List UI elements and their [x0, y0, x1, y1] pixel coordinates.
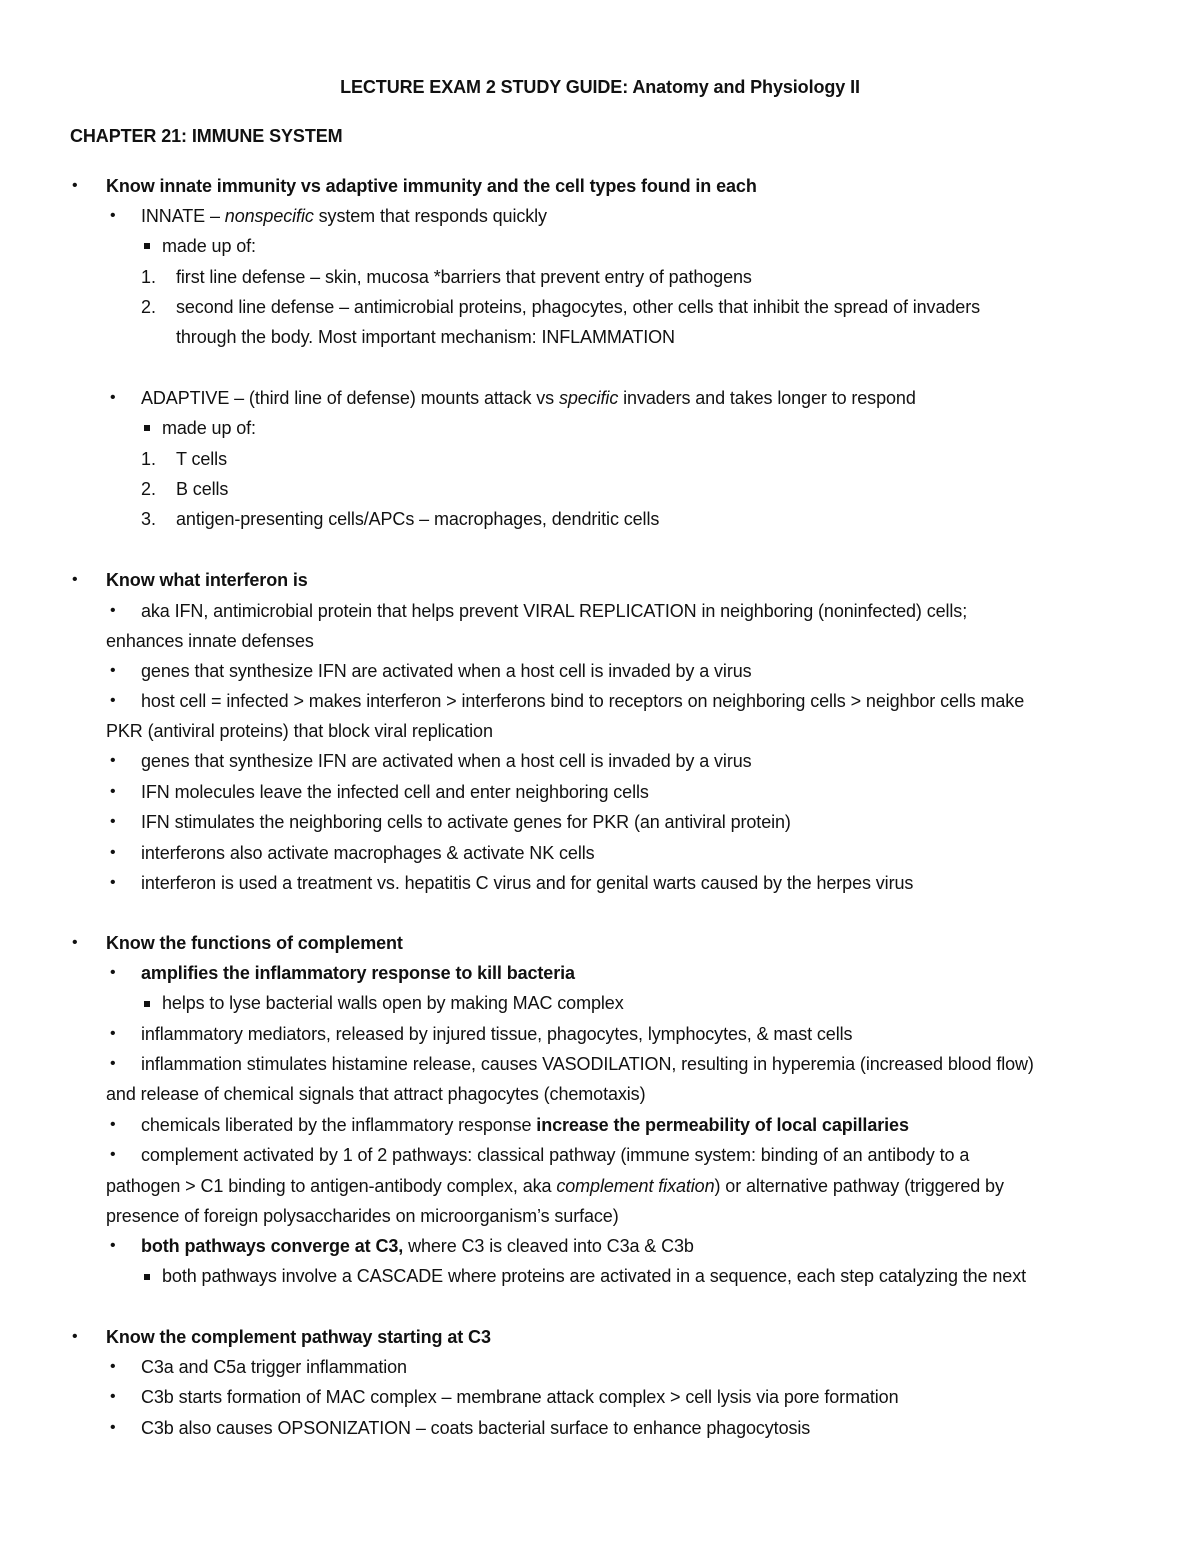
bullet-icon: •	[110, 1388, 116, 1405]
pathway-item-2: C3b starts formation of MAC complex – membrane attack complex > cell lysis via pore formation	[141, 1387, 899, 1407]
chapter-heading: CHAPTER 21: IMMUNE SYSTEM	[70, 126, 343, 146]
complement-item-5: complement activated by 1 of 2 pathways: classical pathway (immune system: binding of an antibody to a	[141, 1145, 970, 1165]
bullet-icon: •	[110, 964, 116, 981]
innate-line: INNATE – nonspecific system that responds quickly	[141, 206, 547, 226]
adaptive-item-3: antigen-presenting cells/APCs – macrophages, dendritic cells	[176, 509, 660, 529]
list-number: 3.	[141, 509, 157, 529]
bullet-icon: •	[110, 602, 116, 619]
list-number: 2.	[141, 297, 157, 317]
interferon-item-8: interferon is used a treatment vs. hepatitis C virus and for genital warts caused by the herpes virus	[141, 873, 914, 893]
bullet-icon: •	[110, 783, 116, 800]
bullet-icon: •	[110, 692, 116, 709]
bullet-icon: •	[110, 752, 116, 769]
bullet-icon: •	[110, 1419, 116, 1436]
bullet-icon: •	[72, 1328, 78, 1345]
square-bullet-icon	[144, 425, 150, 431]
complement-item-5-cont: pathogen > C1 binding to antigen-antibody complex, aka complement fixation) or alternative pathway (triggered by	[106, 1176, 1004, 1196]
complement-item-6-sub: both pathways involve a CASCADE where proteins are activated in a sequence, each step catalyzing the next	[162, 1266, 1027, 1286]
bullet-icon: •	[110, 1116, 116, 1133]
section-heading-immunity: Know innate immunity vs adaptive immunity and the cell types found in each	[106, 176, 757, 196]
list-number: 1.	[141, 449, 157, 469]
interferon-item-7: interferons also activate macrophages & activate NK cells	[141, 843, 595, 863]
adaptive-made-up-of: made up of:	[162, 418, 256, 438]
bullet-icon: •	[110, 813, 116, 830]
section-heading-interferon: Know what interferon is	[106, 570, 308, 590]
complement-item-4: chemicals liberated by the inflammatory response increase the permeability of local capillaries	[141, 1115, 909, 1135]
bullet-icon: •	[110, 1025, 116, 1042]
innate-item-1: first line defense – skin, mucosa *barriers that prevent entry of pathogens	[176, 267, 752, 287]
bullet-icon: •	[72, 177, 78, 194]
bullet-icon: •	[110, 1358, 116, 1375]
interferon-item-3-cont: PKR (antiviral proteins) that block viral replication	[106, 721, 493, 741]
bullet-icon: •	[110, 389, 116, 406]
interferon-item-1-cont: enhances innate defenses	[106, 631, 314, 651]
bullet-icon: •	[110, 874, 116, 891]
interferon-item-3: host cell = infected > makes interferon > interferons bind to receptors on neighboring cells > neighbor cells make	[141, 691, 1025, 711]
complement-item-1-sub: helps to lyse bacterial walls open by making MAC complex	[162, 993, 624, 1013]
bullet-icon: •	[110, 1055, 116, 1072]
innate-item-2: second line defense – antimicrobial proteins, phagocytes, other cells that inhibit the spread of invaders	[176, 297, 980, 317]
complement-item-6: both pathways converge at C3, where C3 is cleaved into C3a & C3b	[141, 1236, 694, 1256]
interferon-item-4: genes that synthesize IFN are activated when a host cell is invaded by a virus	[141, 751, 752, 771]
interferon-item-2: genes that synthesize IFN are activated when a host cell is invaded by a virus	[141, 661, 752, 681]
list-number: 2.	[141, 479, 157, 499]
complement-item-5-cont2: presence of foreign polysaccharides on microorganism’s surface)	[106, 1206, 619, 1226]
bullet-icon: •	[72, 571, 78, 588]
complement-item-1: amplifies the inflammatory response to kill bacteria	[141, 963, 575, 983]
adaptive-item-1: T cells	[176, 449, 227, 469]
bullet-icon: •	[110, 1237, 116, 1254]
pathway-item-3: C3b also causes OPSONIZATION – coats bacterial surface to enhance phagocytosis	[141, 1418, 811, 1438]
bullet-icon: •	[72, 934, 78, 951]
section-heading-complement: Know the functions of complement	[106, 933, 403, 953]
interferon-item-5: IFN molecules leave the infected cell and enter neighboring cells	[141, 782, 649, 802]
section-heading-pathway: Know the complement pathway starting at C3	[106, 1327, 491, 1347]
innate-made-up-of: made up of:	[162, 236, 256, 256]
adaptive-item-2: B cells	[176, 479, 229, 499]
bullet-icon: •	[110, 844, 116, 861]
innate-item-2-cont: through the body. Most important mechanism: INFLAMMATION	[176, 327, 675, 347]
interferon-item-1: aka IFN, antimicrobial protein that helps prevent VIRAL REPLICATION in neighboring (noninfected) cells;	[141, 601, 968, 621]
complement-item-3: inflammation stimulates histamine release, causes VASODILATION, resulting in hyperemia (increased blood flow)	[141, 1054, 1034, 1074]
bullet-icon: •	[110, 1146, 116, 1163]
complement-item-3-cont: and release of chemical signals that attract phagocytes (chemotaxis)	[106, 1084, 646, 1104]
pathway-item-1: C3a and C5a trigger inflammation	[141, 1357, 407, 1377]
square-bullet-icon	[144, 243, 150, 249]
interferon-item-6: IFN stimulates the neighboring cells to activate genes for PKR (an antiviral protein)	[141, 812, 791, 832]
document-title: LECTURE EXAM 2 STUDY GUIDE: Anatomy and Physiology II	[340, 77, 860, 97]
bullet-icon: •	[110, 207, 116, 224]
list-number: 1.	[141, 267, 157, 287]
square-bullet-icon	[144, 1274, 150, 1280]
bullet-icon: •	[110, 662, 116, 679]
square-bullet-icon	[144, 1001, 150, 1007]
adaptive-line: ADAPTIVE – (third line of defense) mounts attack vs specific invaders and takes longer to respond	[141, 388, 916, 408]
complement-item-2: inflammatory mediators, released by injured tissue, phagocytes, lymphocytes, & mast cells	[141, 1024, 853, 1044]
